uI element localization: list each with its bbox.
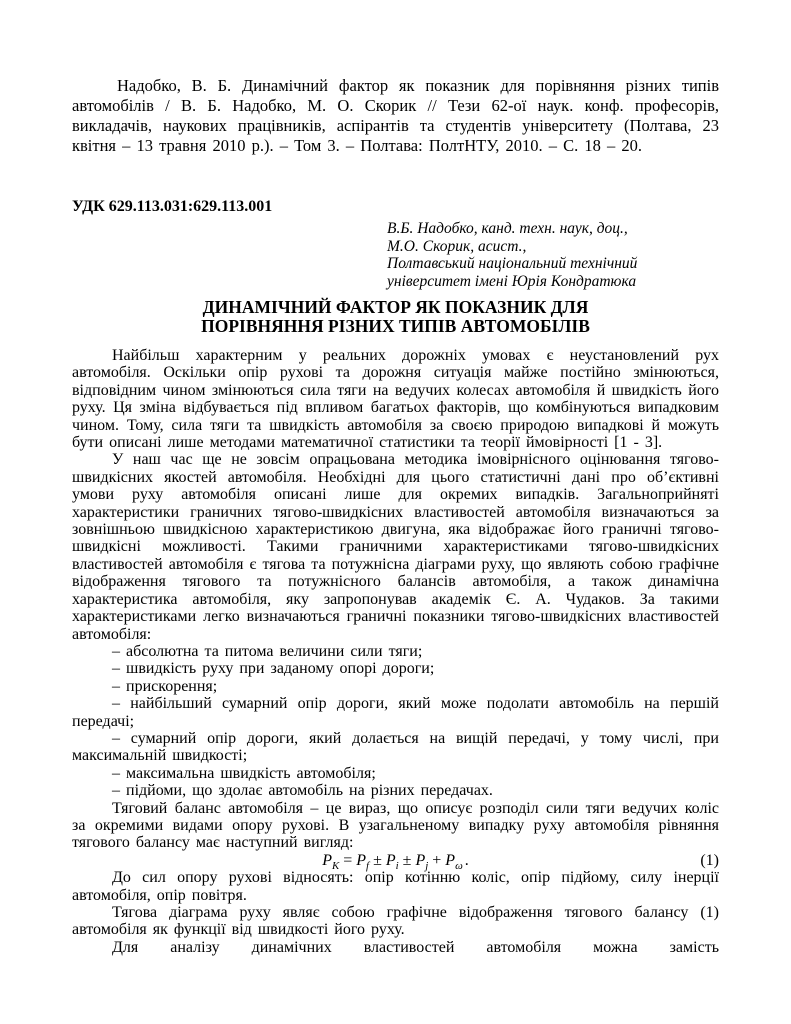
article-body (72, 347, 719, 956)
paragraph-resistance-forces: До сил опору рухові відносять: опір котінню коліс, опір підйому, силу інерції автомобіля, опір повітря. (72, 869, 719, 904)
paper-title-line: ДИНАМІЧНИЙ ФАКТОР ЯК ПОКАЗНИК ДЛЯ (202, 297, 589, 317)
list-item: – швидкість руху при заданому опорі дороги; (112, 660, 435, 678)
paragraph-analysis: Для аналізу динамічних властивостей автомобіля можна замість (112, 938, 719, 956)
affiliation-line: університет імені Юрія Кондратюка (387, 272, 637, 290)
paragraph-intro: Найбільш характерним у реальних дорожніх умовах є неустановлений рух автомобіля. Оскільки опір рухові та дорожня ситуація майже постійно змінюються, відповідним чином змінюються сила тяги на ведучих колесах автомобіля й швидкість його руху. Ця зміна відбувається під впливом багатьох факторів, що комбінуються випадковим чином. Тому, сила тяги та швидкість автомобіля за своєю природою випадкові й можуть бути описані лише методами математичної статистики та теорії ймовірності [1 - 3]. (72, 347, 719, 452)
list-item: – прискорення; (112, 677, 218, 695)
paper-title (72, 298, 719, 336)
paragraph-methodology: У наш час ще не зовсім опрацьована методика імовірнісного оцінювання тягово-швидкісних якостей автомобіля. Необхідні для цього статистичні дані про об’єктивні умови руху автомобіля описані лише для окремих випадків. Загальноприйняті характеристики граничних тягово-швидкісних властивостей автомобіля визначаються за зовнішньою швидкісною характеристикою двигуна, яка відображає його граничні тягово-швидкісні можливості. Такими граничними характеристиками тягово-швидкісних властивостей автомобіля є тягова та потужнісна діаграми руху, що являють собою графічне відображення тягового та потужнісного балансів автомобіля, а також динамічна характеристика автомобіля, яку запропонував академік Є. А. Чудаков. За такими характеристиками легко визначаються граничні показники тягово-швидкісних властивостей автомобіля: (72, 451, 719, 643)
author-block (387, 220, 719, 290)
paragraph-traction-balance: Тяговий баланс автомобіля – це вираз, що описує розподіл сили тяги ведучих коліс за окремими видами опору рухові. В узагальненому випадку руху автомобіля рівняння тягового балансу має наступний вигляд: (72, 799, 719, 852)
bibliographic-citation: Надобко, В. Б. Динамічний фактор як показник для порівняння різних типів автомобілів / В. Б. Надобко, М. О. Скорик // Тези 62-ої наук. конф. професорів, викладачів, наукових працівників, аспірантів та студентів університету (Полтава, 23 квітня – 13 травня 2010 р.). – Том 3. – Полтава: ПолтНТУ, 2010. – С. 18 – 20. (72, 76, 719, 155)
equation-number: (1) (700, 851, 719, 869)
udc-code: УДК 629.113.031:629.113.001 (72, 198, 273, 215)
list-item: – максимальна швидкість автомобіля; (112, 764, 376, 782)
paragraph-traction-diagram: Тягова діаграма руху являє собою графічне відображення тягового балансу (1) автомобіля як функції від швидкості його руху. (72, 904, 719, 939)
equation-expression: $P_К = P_f \pm P_i \pm P_j + P_\omega$ . (322, 851, 469, 872)
list-item: – підйоми, що здолає автомобіль на різних передачах. (112, 782, 493, 800)
paper-title-line: ПОРІВНЯННЯ РІЗНИХ ТИПІВ АВТОМОБІЛІВ (201, 316, 590, 336)
list-item: – абсолютна та питома величини сили тяги; (112, 642, 423, 660)
author-line: В.Б. Надобко, канд. техн. наук, доц., (387, 220, 628, 237)
list-item: – найбільший сумарний опір дороги, який може подолати автомобіль на першій передачі; (72, 695, 719, 730)
list-item: – сумарний опір дороги, який долається на вищій передачі, у тому числі, при максимальній швидкості; (72, 729, 719, 765)
equation-1 (72, 851, 719, 872)
affiliation-line: Полтавський національний технічний (387, 255, 638, 272)
author-line: М.О. Скорик, асист., (387, 237, 527, 255)
